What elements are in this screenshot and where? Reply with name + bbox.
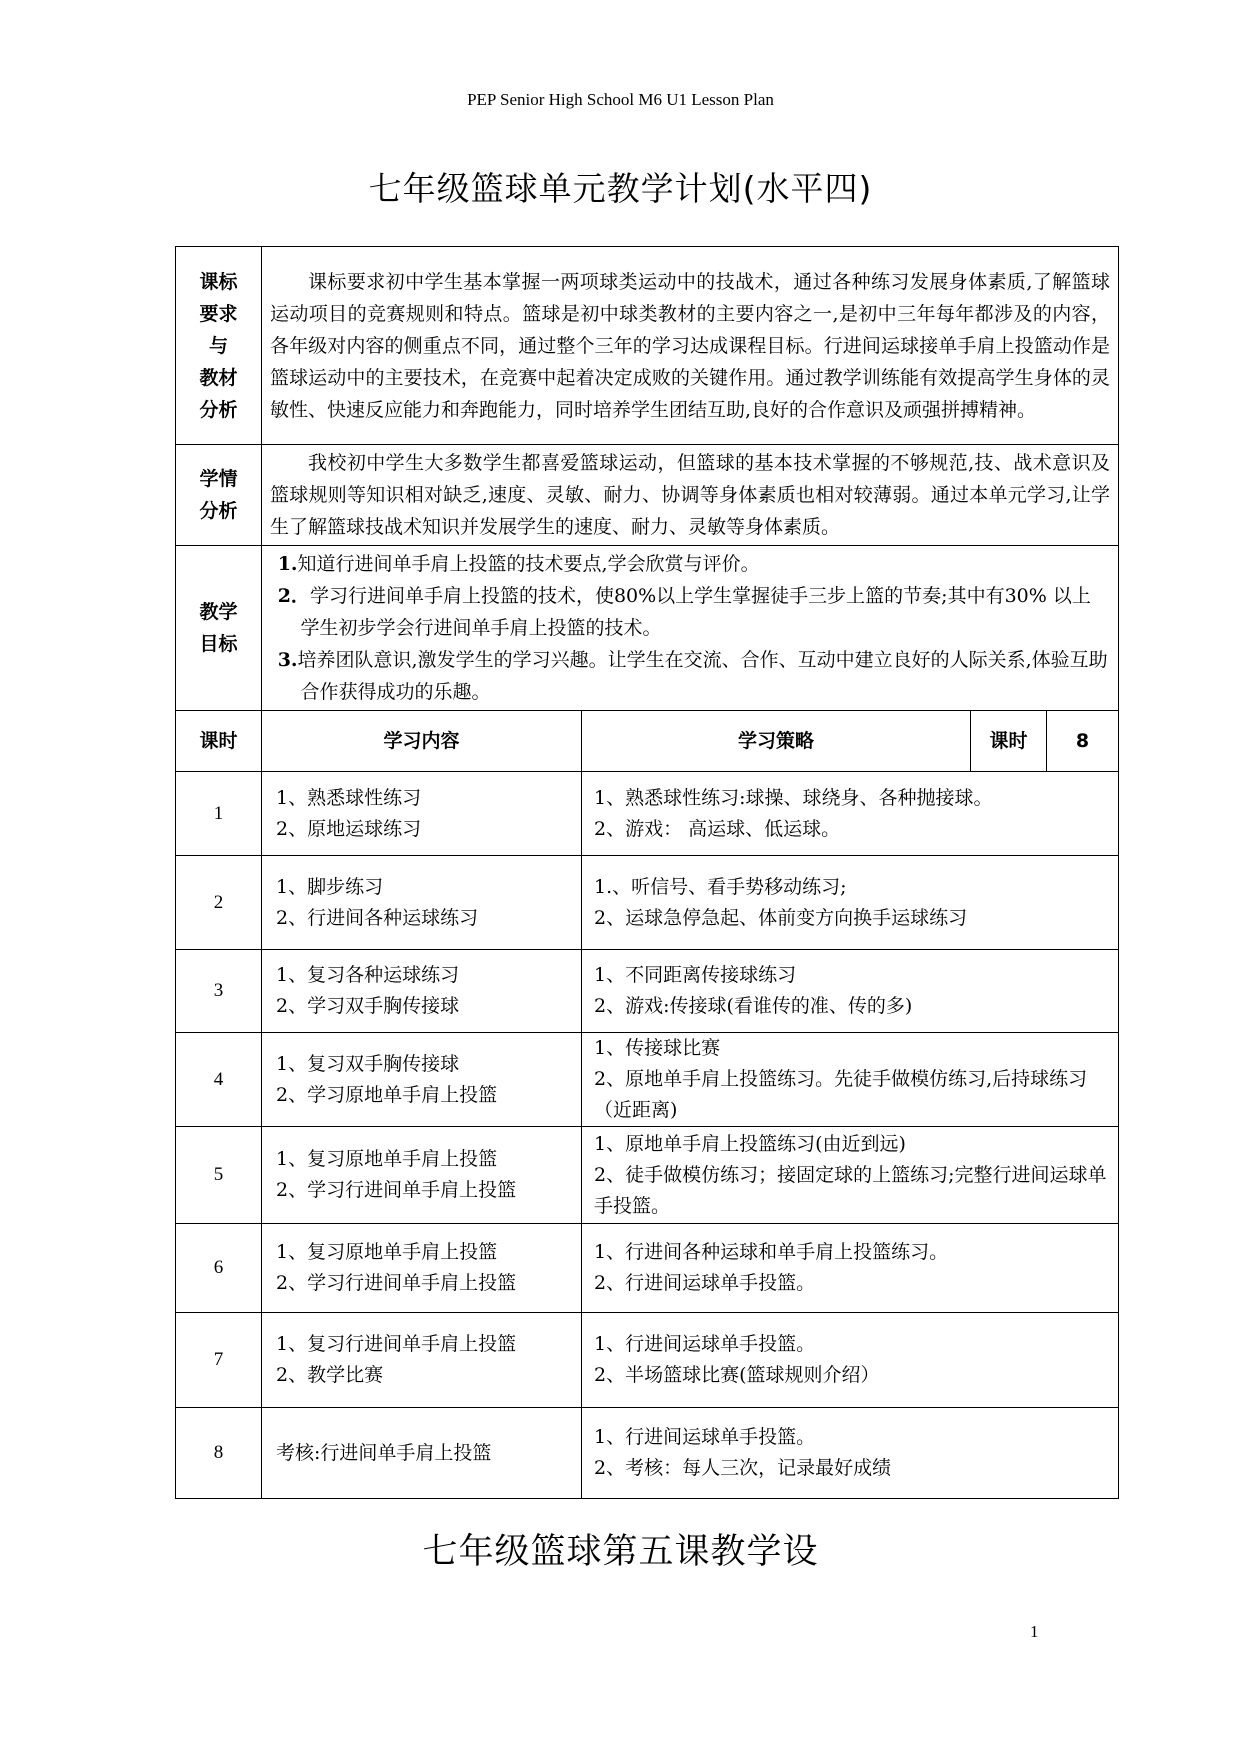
hours-value: 8 (1047, 711, 1119, 772)
goal-item: 1.知道行进间单手肩上投篮的技术要点,学会欣赏与评价。 (277, 553, 760, 575)
lesson-number: 7 (176, 1313, 262, 1408)
page-number: 1 (1030, 1622, 1039, 1641)
goal-item: 3.培养团队意识,激发学生的学习兴趣。让学生在交流、合作、互动中建立良好的人际关系,体验互助合作获得成功的乐趣。 (277, 649, 1108, 703)
lesson-column-header: 课时 (176, 711, 262, 772)
lesson-row (176, 1224, 1119, 1313)
running-header: PEP Senior High School M6 U1 Lesson Plan (467, 90, 774, 109)
unit-plan-table (175, 246, 1119, 1499)
lesson-strategy: 1.、听信号、看手势移动练习; 2、运球急停急起、体前变方向换手运球练习 (582, 856, 1119, 950)
lesson-number: 3 (176, 950, 262, 1033)
goals-row (176, 546, 1119, 711)
lesson-content: 1、复习各种运球练习 2、学习双手胸传接球 (262, 950, 582, 1033)
lesson-row (176, 1033, 1119, 1127)
goal-item: 2．学习行进间单手肩上投篮的技术，使80%以上学生掌握徒手三步上篮的节奏;其中有30% 以上学生初步学会行进间单手肩上投篮的技术。 (277, 585, 1091, 639)
lesson-strategy: 1、不同距离传接球练习 2、游戏:传接球(看谁传的准、传的多) (582, 950, 1119, 1033)
lesson-row (176, 856, 1119, 950)
lesson-number: 6 (176, 1224, 262, 1313)
goals-label: 教学 目标 (176, 546, 262, 711)
lesson-content: 1、熟悉球性练习 2、原地运球练习 (262, 772, 582, 856)
lesson-strategy: 1、传接球比赛 2、原地单手肩上投篮练习。先徒手做模仿练习,后持球练习（近距离) (582, 1033, 1119, 1127)
lesson-row (176, 1127, 1119, 1224)
lesson-number: 5 (176, 1127, 262, 1224)
lesson-number: 8 (176, 1408, 262, 1499)
lesson-strategy: 1、行进间运球单手投篮。 2、考核：每人三次，记录最好成绩 (582, 1408, 1119, 1499)
lesson-strategy: 1、原地单手肩上投篮练习(由近到远) 2、徒手做模仿练习；接固定球的上篮练习;完整行进间运球单手投篮。 (582, 1127, 1119, 1224)
situation-row (176, 445, 1119, 546)
lesson-number: 1 (176, 772, 262, 856)
lesson-content: 1、复习原地单手肩上投篮 2、学习行进间单手肩上投篮 (262, 1127, 582, 1224)
lesson-number: 4 (176, 1033, 262, 1127)
lesson-content: 1、脚步练习 2、行进间各种运球练习 (262, 856, 582, 950)
document-title: 七年级篮球单元教学计划(水平四) (368, 169, 873, 208)
requirements-label: 课标 要求 与 教材 分析 (176, 247, 262, 445)
lesson-content: 1、复习行进间单手肩上投篮 2、教学比赛 (262, 1313, 582, 1408)
lesson-row (176, 1313, 1119, 1408)
requirements-row (176, 247, 1119, 445)
section-title: 七年级篮球第五课教学设 (422, 1532, 819, 1572)
lesson-content: 1、复习原地单手肩上投篮 2、学习行进间单手肩上投篮 (262, 1224, 582, 1313)
content-column-header: 学习内容 (262, 711, 582, 772)
lesson-content: 考核:行进间单手肩上投篮 (262, 1408, 582, 1499)
lesson-row (176, 950, 1119, 1033)
hours-label: 课时 (971, 711, 1047, 772)
lesson-row (176, 1408, 1119, 1499)
lesson-strategy: 1、行进间各种运球和单手肩上投篮练习。 2、行进间运球单手投篮。 (582, 1224, 1119, 1313)
column-header-row (176, 711, 1119, 772)
requirements-text: 课标要求初中学生基本掌握一两项球类运动中的技战术，通过各种练习发展身体素质,了解篮球运动项目的竞赛规则和特点。篮球是初中球类教材的主要内容之一,是初中三年每年都涉及的内容，各年级对内容的侧重点不同，通过整个三年的学习达成课程目标。行进间运球接单手肩上投篮动作是篮球运动中的主要技术，在竞赛中起着决定成败的关键作用。通过教学训练能有效提高学生身体的灵敏性、快速反应能力和奔跑能力，同时培养学生团结互助,良好的合作意识及顽强拼搏精神。 (262, 247, 1119, 445)
lesson-strategy: 1、熟悉球性练习:球操、球绕身、各种抛接球。 2、游戏： 高运球、低运球。 (582, 772, 1119, 856)
goals-list (262, 546, 1119, 711)
strategy-column-header: 学习策略 (582, 711, 971, 772)
lesson-number: 2 (176, 856, 262, 950)
situation-text: 我校初中学生大多数学生都喜爱篮球运动，但篮球的基本技术掌握的不够规范,技、战术意识及篮球规则等知识相对缺乏,速度、灵敏、耐力、协调等身体素质也相对较薄弱。通过本单元学习,让学生了解篮球技战术知识并发展学生的速度、耐力、灵敏等身体素质。 (262, 445, 1119, 546)
lesson-content: 1、复习双手胸传接球 2、学习原地单手肩上投篮 (262, 1033, 582, 1127)
situation-label: 学情 分析 (176, 445, 262, 546)
lesson-row (176, 772, 1119, 856)
lesson-strategy: 1、行进间运球单手投篮。 2、半场篮球比赛(篮球规则介绍） (582, 1313, 1119, 1408)
